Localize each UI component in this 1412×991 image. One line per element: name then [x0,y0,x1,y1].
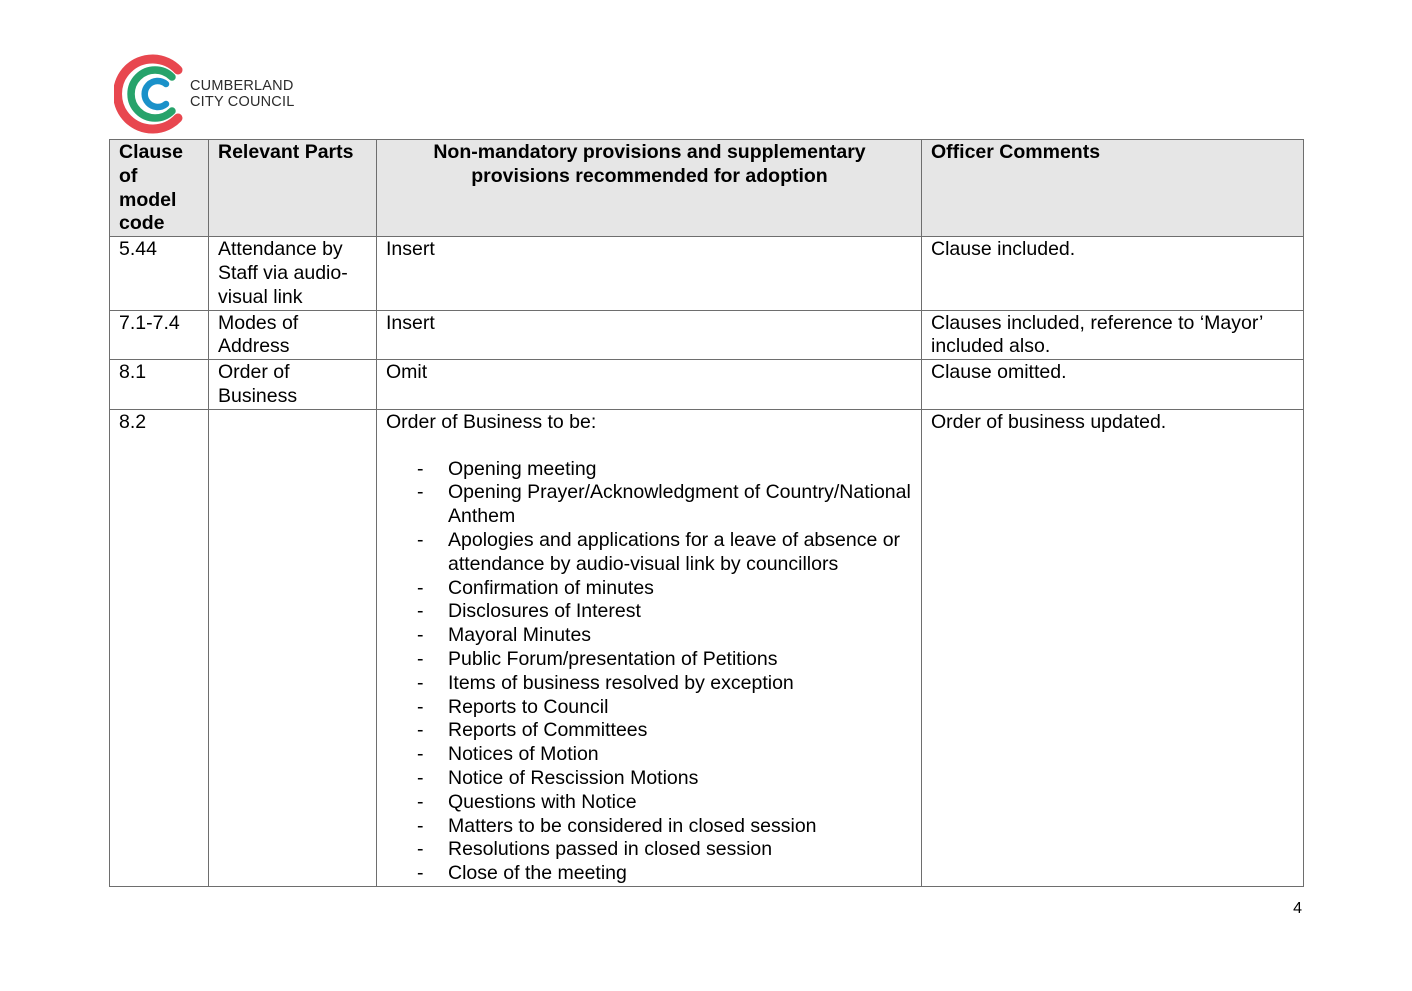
list-item-text: Apologies and applications for a leave of absence or attendance by audio-visual link by councillors [448,528,901,575]
page-number: 4 [1293,900,1302,917]
list-item: - Disclosures of Interest [417,600,641,623]
council-logo [114,52,314,136]
list-item-text: Opening meeting [448,457,597,480]
council-logo-icon [114,52,190,136]
relevant-parts-cell: Modes of Address [209,310,377,360]
list-item: - Notices of Motion [417,743,599,766]
table-row [110,360,1304,410]
list-item-text: Questions with Notice [448,790,637,813]
provision-cell: Insert [377,310,922,360]
list-item-text: Reports of Committees [448,719,648,742]
list-item-text: Opening Prayer/Acknowledgment of Country/National Anthem [448,481,911,528]
list-item: - Close of the meeting [417,862,627,885]
list-item-text: Disclosures of Interest [448,600,641,623]
comment-cell: Clause included. [922,237,1304,310]
list-item: - Notice of Rescission Motions [417,766,699,789]
table-header-row [110,140,1304,237]
relevant-parts-cell: Order of Business [209,360,377,410]
relevant-parts-cell [209,409,377,886]
header-clause: Clause of model code [110,140,209,237]
list-item-text: Notice of Rescission Motions [448,766,699,789]
council-name-line2: CITY COUNCIL [190,94,295,110]
provision-cell: Insert [377,237,922,310]
list-item-text: Notices of Motion [448,743,599,766]
clause-cell: 8.1 [110,360,209,410]
list-item: - Opening Prayer/Acknowledgment of Country/National Anthem [417,481,911,528]
comment-cell: Clauses included, reference to ‘Mayor’ included also. [922,310,1304,360]
comment-cell: Order of business updated. [922,409,1304,886]
comment-cell: Clause omitted. [922,360,1304,410]
header-relevant-parts: Relevant Parts [209,140,377,237]
header-officer-comments: Officer Comments [922,140,1304,237]
list-item-text: Items of business resolved by exception [448,671,794,694]
table-row [110,310,1304,360]
list-item-text: Reports to Council [448,695,609,718]
list-item: - Items of business resolved by exception [417,671,794,694]
relevant-parts-cell: Attendance by Staff via audio-visual link [209,237,377,310]
list-item: - Questions with Notice [417,790,637,813]
list-item: - Reports to Council [417,695,609,718]
table-row [110,237,1304,310]
list-item: - Matters to be considered in closed session [417,814,817,837]
clause-cell: 7.1-7.4 [110,310,209,360]
list-item: - Apologies and applications for a leave of absence or attendance by audio-visual link by councillors [417,528,901,575]
clause-cell: 8.2 [110,409,209,886]
list-item-text: Close of the meeting [448,862,627,885]
list-item: - Public Forum/presentation of Petitions [417,647,778,670]
clause-cell: 5.44 [110,237,209,310]
council-name [190,78,294,110]
list-item: - Mayoral Minutes [417,624,592,647]
provisions-table [109,139,1304,887]
list-item-text: Confirmation of minutes [448,576,654,599]
list-item-text: Public Forum/presentation of Petitions [448,647,778,670]
header-provisions: Non-mandatory provisions and supplementary provisions recommended for adoption [377,140,922,237]
list-item: - Opening meeting [417,457,597,480]
list-item: - Reports of Committees [417,719,648,742]
order-of-business-list [386,458,913,886]
order-of-business-intro: Order of Business to be: [386,410,597,433]
list-item: - Resolutions passed in closed session [417,838,773,861]
list-item-text: Matters to be considered in closed session [448,814,817,837]
list-item-text: Mayoral Minutes [448,624,592,647]
table-row [110,409,1304,886]
provision-cell [377,409,922,886]
list-item: - Confirmation of minutes [417,576,654,599]
council-name-line1: CUMBERLAND [190,78,294,94]
list-item-text: Resolutions passed in closed session [448,838,773,861]
provision-cell: Omit [377,360,922,410]
